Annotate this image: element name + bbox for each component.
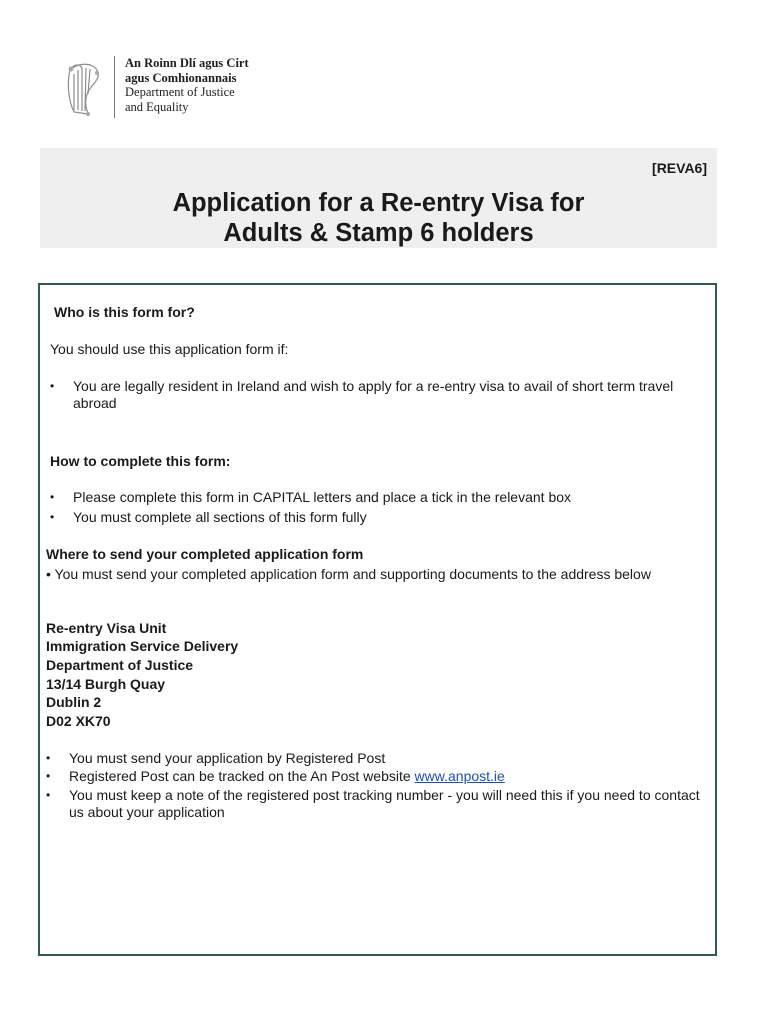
address-line-2: Immigration Service Delivery <box>46 638 239 654</box>
who-heading: Who is this form for? <box>54 304 195 320</box>
title-line-1: Application for a Re-entry Visa for <box>172 189 585 217</box>
bullet-marker: • <box>50 490 55 504</box>
post-bullet-2 <box>69 768 505 785</box>
title-band <box>40 148 717 248</box>
where-text: • You must send your completed application form and supporting documents to the address below <box>46 566 651 582</box>
how-bullet-2: You must complete all sections of this form fully <box>73 509 367 525</box>
department-name <box>125 56 249 114</box>
form-title <box>40 188 717 248</box>
where-heading: Where to send your completed application form <box>46 546 364 562</box>
address-line-4: 13/14 Burgh Quay <box>46 676 166 692</box>
dept-name-irish-2: agus Comhionannais <box>125 70 237 85</box>
address-line-1: Re-entry Visa Unit <box>46 620 167 636</box>
address-line-3: Department of Justice <box>46 657 194 673</box>
post-bullet-1: You must send your application by Registered Post <box>69 750 386 766</box>
dept-name-irish-1: An Roinn Dlí agus Cirt <box>125 56 249 70</box>
logo-divider <box>114 56 115 118</box>
who-intro: You should use this application form if: <box>50 341 289 357</box>
post-bullet-3: You must keep a note of the registered post tracking number - you will need this if you need to contact us about your application <box>69 787 700 820</box>
post-bullet-2-text: Registered Post can be tracked on the An Post website <box>69 768 415 784</box>
how-heading: How to complete this form: <box>50 453 231 469</box>
harp-icon <box>64 60 102 118</box>
dept-name-english-1: Department of Justice <box>125 85 235 100</box>
bullet-marker: • <box>46 769 51 783</box>
department-logo <box>64 56 249 118</box>
address-line-6: D02 XK70 <box>46 713 111 729</box>
bullet-marker: • <box>50 510 55 524</box>
address-line-5: Dublin 2 <box>46 694 102 710</box>
title-line-2: Adults & Stamp 6 holders <box>223 219 534 247</box>
how-bullet-1: Please complete this form in CAPITAL letters and place a tick in the relevant box <box>73 489 572 505</box>
dept-name-english-2: and Equality <box>125 99 189 114</box>
anpost-link[interactable]: www.anpost.ie <box>414 768 505 784</box>
who-bullet-1: You are legally resident in Ireland and wish to apply for a re-entry visa to avail of short term travel abroad <box>73 378 674 411</box>
bullet-marker: • <box>46 751 51 765</box>
bullet-marker: • <box>46 788 51 802</box>
bullet-marker: • <box>50 379 55 393</box>
form-code: [REVA6] <box>652 160 707 176</box>
